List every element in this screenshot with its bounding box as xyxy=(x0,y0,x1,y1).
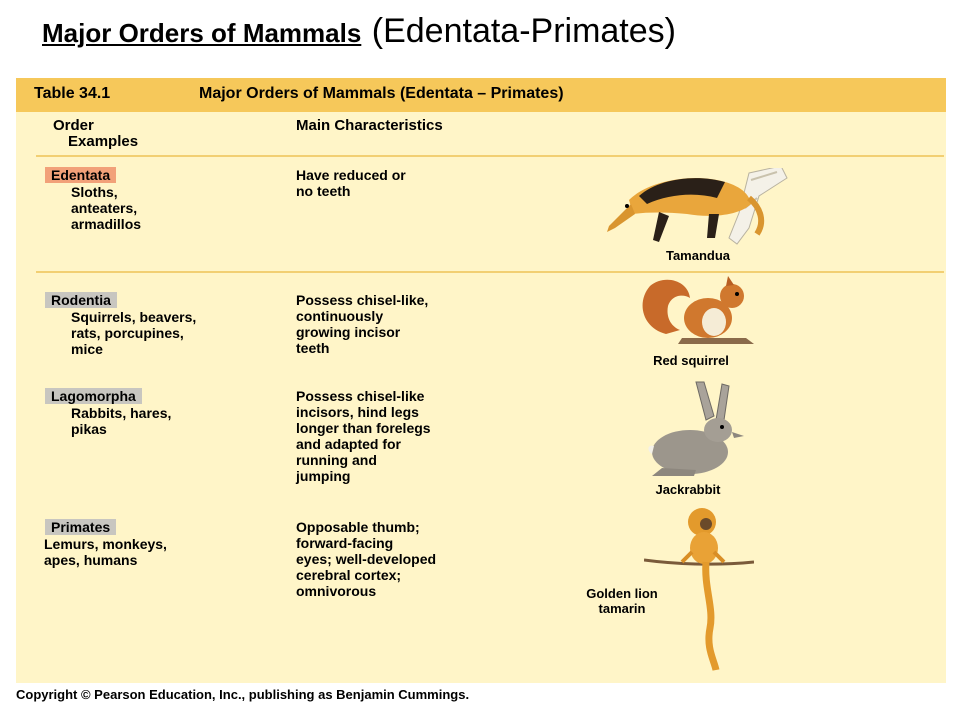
header-divider xyxy=(36,155,944,157)
slide-title-sub: (Edentata-Primates) xyxy=(371,12,676,50)
characteristics-lagomorpha: Possess chisel-like incisors, hind legs longer than forelegs and adapted for running and jumping xyxy=(296,388,431,484)
order-badge-lagomorpha: Lagomorpha xyxy=(45,388,142,404)
image-label-golden-lion-tamarin: Golden lion tamarin xyxy=(586,586,658,616)
column-header-order: Order xyxy=(53,117,94,134)
image-label-tamandua: Tamandua xyxy=(665,248,731,263)
column-header-examples: Examples xyxy=(68,133,139,150)
order-badge-edentata: Edentata xyxy=(45,167,116,183)
image-label-red-squirrel: Red squirrel xyxy=(653,353,729,368)
table-number: Table 34.1 xyxy=(34,85,111,102)
examples-primates: Lemurs, monkeys, apes, humans xyxy=(44,536,167,568)
copyright-notice: Copyright © Pearson Education, Inc., publishing as Benjamin Cummings. xyxy=(16,687,470,702)
column-header-characteristics: Main Characteristics xyxy=(296,117,443,134)
tamandua-illustration-icon xyxy=(599,168,789,248)
order-badge-rodentia: Rodentia xyxy=(45,292,117,308)
characteristics-rodentia: Possess chisel-like, continuously growing incisor teeth xyxy=(296,292,429,356)
slide-title xyxy=(42,12,676,51)
slide-title-main: Major Orders of Mammals xyxy=(42,18,362,48)
order-badge-primates: Primates xyxy=(45,519,116,535)
characteristics-edentata: Have reduced or no teeth xyxy=(296,167,406,199)
red-squirrel-illustration-icon xyxy=(636,276,776,346)
examples-lagomorpha: Rabbits, hares, pikas xyxy=(71,405,172,437)
examples-rodentia: Squirrels, beavers, rats, porcupines, mice xyxy=(71,309,197,357)
characteristics-primates: Opposable thumb; forward-facing eyes; well-developed cerebral cortex; omnivorous xyxy=(296,519,437,599)
table-header-strip xyxy=(16,78,946,112)
jackrabbit-illustration-icon xyxy=(634,380,754,480)
image-label-jackrabbit: Jackrabbit xyxy=(655,482,721,497)
examples-edentata: Sloths, anteaters, armadillos xyxy=(71,184,142,232)
mammal-orders-table xyxy=(16,78,946,683)
table-caption: Major Orders of Mammals (Edentata – Primates) xyxy=(199,85,564,102)
row-divider xyxy=(36,271,944,273)
